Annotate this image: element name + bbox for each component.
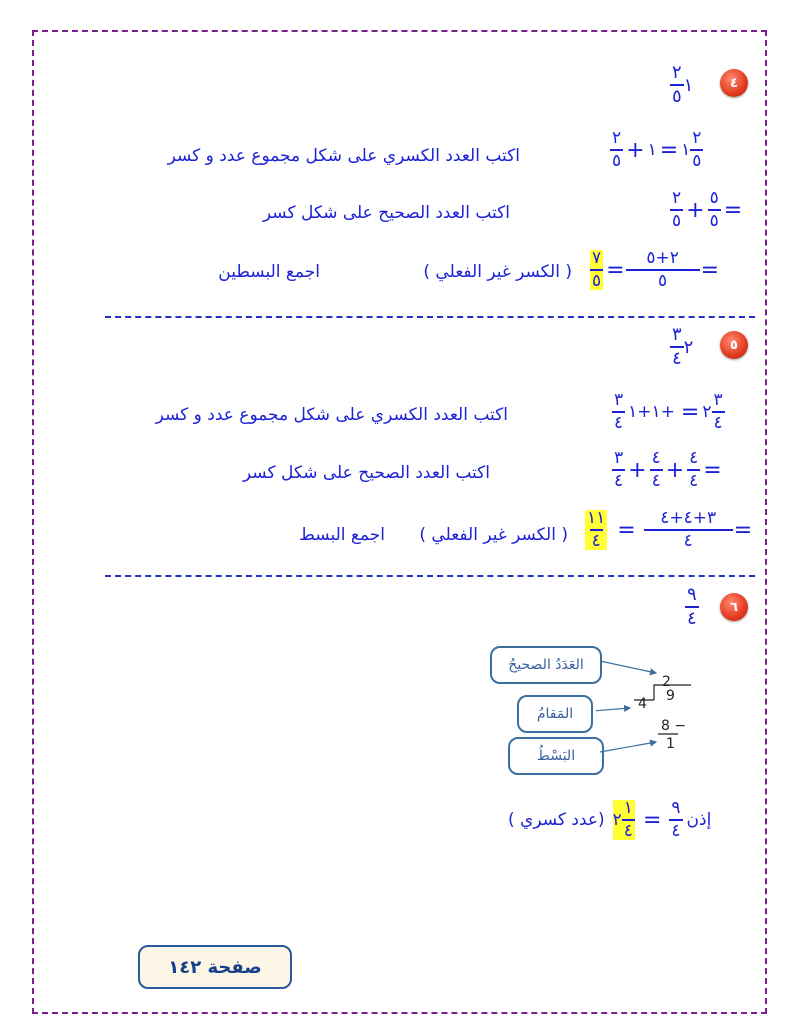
- result-line: [508, 800, 711, 840]
- numerator: ٣: [672, 324, 682, 345]
- mixed-number: [670, 64, 693, 106]
- numerator: ٣+٤+٤: [660, 508, 717, 528]
- numerator: ٥: [709, 188, 719, 208]
- quotient: 2: [662, 674, 671, 690]
- dividend: 9: [666, 688, 675, 704]
- division-arrows: [596, 645, 706, 760]
- whole-sum: ١+١+: [628, 402, 675, 422]
- exercise-number-badge: ٦: [720, 593, 748, 621]
- equation-line-1: [612, 392, 725, 432]
- numerator: ٢: [672, 188, 682, 208]
- separator: [105, 575, 755, 577]
- denominator: ٥: [692, 151, 702, 171]
- denominator: ٤: [614, 471, 624, 491]
- fraction: [669, 800, 682, 840]
- numerator: ٤: [651, 448, 661, 468]
- instruction-text: اكتب العدد الكسري على شكل مجموع عدد و كسر: [155, 405, 508, 425]
- denominator: ٥: [612, 151, 622, 171]
- instruction-text: اجمع البسطين: [218, 262, 320, 282]
- page-number-label: صفحة ١٤٢: [138, 945, 292, 989]
- result-mixed-number: [613, 800, 635, 840]
- fraction: [685, 586, 699, 628]
- equals-sign: =: [703, 457, 722, 483]
- whole-part: ٢: [702, 402, 712, 422]
- fraction: [712, 392, 725, 432]
- equation-line-3: [585, 510, 755, 550]
- denominator: ٤: [623, 821, 633, 841]
- instruction-text: اجمع البسط: [299, 525, 385, 545]
- label-numerator: البَسْطُ: [508, 737, 604, 775]
- remainder: 1: [666, 736, 675, 752]
- numerator: ٤: [689, 448, 699, 468]
- whole-part: ١: [647, 140, 657, 160]
- numerator: ٧: [592, 248, 602, 268]
- equation-line-2: [612, 450, 725, 490]
- equals-sign: =: [723, 197, 743, 223]
- numerator: ٣: [614, 448, 624, 468]
- equals-sign: =: [617, 517, 636, 543]
- denominator: ٤: [687, 608, 697, 629]
- numerator: ١: [623, 798, 633, 818]
- equals-sign: =: [659, 137, 679, 163]
- equation-line-1: [610, 130, 703, 170]
- plus-sign: +: [626, 137, 645, 163]
- mixed-number: [670, 326, 693, 368]
- numerator: ٣: [713, 390, 723, 410]
- paren-note: ( الكسر غير الفعلي ): [419, 525, 568, 545]
- whole-part: ١: [681, 140, 691, 160]
- fraction: [622, 800, 635, 840]
- fraction: [708, 190, 721, 230]
- numerator: ٩: [687, 584, 697, 605]
- subtracted-value: 8 −: [661, 718, 687, 734]
- divisor: 4: [638, 696, 647, 712]
- fraction: [690, 130, 703, 170]
- numerator: ٣: [614, 390, 624, 410]
- equation-line-3: [590, 250, 722, 290]
- instruction-text: اكتب العدد الصحيح على شكل كسر: [242, 463, 490, 483]
- separator: [105, 316, 755, 318]
- numerator: ١١: [587, 508, 606, 528]
- instruction-text: اكتب العدد الصحيح على شكل كسر: [262, 203, 510, 223]
- denominator: ٤: [671, 821, 681, 841]
- exercise-number-badge: ٤: [720, 69, 748, 97]
- denominator: ٥: [672, 211, 682, 231]
- denominator: ٤: [591, 531, 601, 551]
- fraction: [670, 326, 684, 368]
- numerator: ٢: [612, 128, 622, 148]
- fraction: [646, 510, 731, 550]
- equals-sign: =: [680, 399, 700, 425]
- fraction: [612, 450, 625, 490]
- denominator: ٥: [672, 86, 682, 107]
- denominator: ٤: [651, 471, 661, 491]
- plus-sign: +: [628, 457, 647, 483]
- result-fraction: [585, 510, 607, 550]
- label-denominator: المَقامُ: [517, 695, 593, 733]
- fraction: [610, 130, 623, 170]
- denominator: ٥: [592, 271, 602, 291]
- fraction: [670, 190, 683, 230]
- denominator: ٤: [713, 413, 723, 433]
- whole-part: ٢: [612, 810, 622, 830]
- denominator: ٥: [626, 269, 700, 290]
- fraction: [685, 586, 699, 628]
- paren-note: (عدد كسري ): [508, 810, 605, 830]
- denominator: ٤: [672, 348, 682, 369]
- equals-sign: =: [700, 257, 720, 283]
- equals-sign: =: [606, 257, 625, 283]
- equals-sign: =: [733, 517, 753, 543]
- numerator: ٢: [672, 62, 682, 83]
- denominator: ٥: [709, 211, 719, 231]
- whole-part: ٢: [683, 336, 694, 358]
- result-prefix: إذن: [686, 810, 712, 830]
- equation-line-2: [670, 190, 745, 230]
- denominator: ٤: [614, 413, 624, 433]
- whole-part: ١: [683, 74, 694, 96]
- denominator: ٤: [644, 529, 733, 550]
- fraction: [612, 392, 625, 432]
- exercise-number-badge: ٥: [720, 331, 748, 359]
- fraction: [670, 64, 684, 106]
- numerator: ٩: [671, 798, 681, 818]
- fraction: [687, 450, 700, 490]
- equals-sign: =: [642, 807, 662, 833]
- numerator: ٢: [692, 128, 702, 148]
- paren-note: ( الكسر غير الفعلي ): [423, 262, 572, 282]
- denominator: ٤: [689, 471, 699, 491]
- label-whole-number: العَدَدُ الصحيحُ: [490, 646, 602, 684]
- instruction-text: اكتب العدد الكسري على شكل مجموع عدد و كسر: [167, 146, 520, 166]
- fraction: [628, 250, 698, 290]
- numerator: ٢+٥: [646, 248, 679, 268]
- plus-sign: +: [686, 197, 705, 223]
- plus-sign: +: [665, 457, 685, 483]
- result-fraction: [590, 250, 603, 290]
- fraction: [650, 450, 663, 490]
